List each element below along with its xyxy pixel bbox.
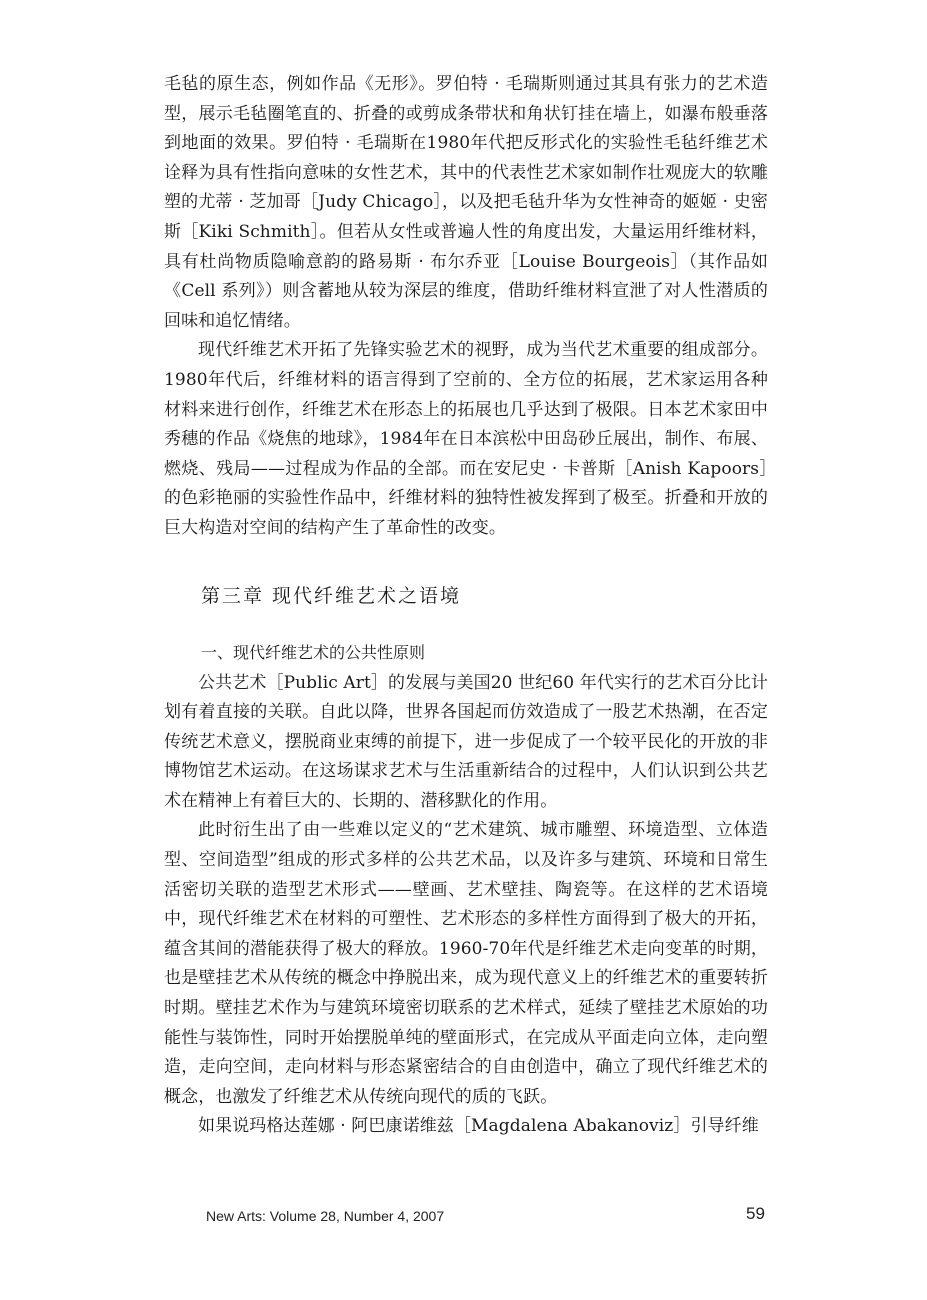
journal-citation: New Arts: Volume 28, Number 4, 2007 bbox=[206, 1208, 445, 1224]
chapter-heading: 第三章 现代纤维艺术之语境 bbox=[201, 584, 462, 607]
body-paragraph: 公共艺术［Public Art］的发展与美国20 世纪60 年代实行的艺术百分比计划有着直接的关联。自此以降，世界各国起而仿效造成了一股艺术热潮，在否定传统艺术意义，摆脱商业束缚的前提下，进一步促成了一个较平民化的开放的非博物馆艺术运动。在这场谋求艺术与生活重新结合的过程中，人们认识到公共艺术在精神上有着巨大的、长期的、潜移默化的作用。 bbox=[164, 672, 768, 811]
body-paragraph: 毛毡的原生态，例如作品《无形》。罗伯特 · 毛瑞斯则通过其具有张力的艺术造型，展示毛毡圈笔直的、折叠的或剪成条带状和角状钉挂在墙上，如瀑布般垂落到地面的效果。罗伯特 · 毛瑞斯在1980年代把反形式化的实验性毛毡纤维艺术诠释为具有性指向意味的女性艺术，其中的代表性艺术家如制作壮观庞大的软雕塑的尤蒂 · 芝加哥［Judy Chicago］，以及把毛毡升华为女性神奇的姬姬 · 史密斯［Kiki Schmith］。但若从女性或普遍人性的角度出发，大量运用纤维材料，具有杜尚物质隐喻意韵的路易斯 · 布尔乔亚［Louise Bourgeois］（其作品如《Cell 系列》）则含蓄地从较为深层的维度，借助纤维材料宣泄了对人性潜质的回味和追忆情绪。 bbox=[164, 74, 768, 331]
body-paragraph: 如果说玛格达莲娜 · 阿巴康诺维兹［Magdalena Abakanoviz］引导纤维 bbox=[198, 1116, 759, 1137]
body-paragraph: 现代纤维艺术开拓了先锋实验艺术的视野，成为当代艺术重要的组成部分。1980年代后，纤维材料的语言得到了空前的、全方位的拓展，艺术家运用各种材料来进行创作，纤维艺术在形态上的拓展也几乎达到了极限。日本艺术家田中秀穗的作品《烧焦的地球》，1984年在日本滨松中田岛砂丘展出，制作、布展、燃烧、残局——过程成为作品的全部。而在安尼史 · 卡普斯［Anish Kapoors］的色彩艳丽的实验性作品中，纤维材料的独特性被发挥到了极至。折叠和开放的巨大构造对空间的结构产生了革命性的改变。 bbox=[164, 340, 768, 538]
body-paragraph: 此时衍生出了由一些难以定义的“艺术建筑、城市雕塑、环境造型、立体造型、空间造型”组成的形式多样的公共艺术品，以及许多与建筑、环境和日常生活密切关联的造型艺术形式——壁画、艺术壁挂、陶瓷等。在这样的艺术语境中，现代纤维艺术在材料的可塑性、艺术形态的多样性方面得到了极大的开拓，蕴含其间的潜能获得了极大的释放。1960-70年代是纤维艺术走向变革的时期，也是壁挂艺术从传统的概念中挣脱出来，成为现代意义上的纤维艺术的重要转折时期。壁挂艺术作为与建筑环境密切联系的艺术样式，延续了壁挂艺术原始的功能性与装饰性，同时开始摆脱单纯的壁面形式，在完成从平面走向立体，走向塑造，走向空间，走向材料与形态紧密结合的自由创造中，确立了现代纤维艺术的概念，也激发了纤维艺术从传统向现代的质的飞跃。 bbox=[164, 820, 768, 1107]
article-body bbox=[164, 70, 768, 1142]
page-number: 59 bbox=[746, 1204, 765, 1223]
section-heading: 一、现代纤维艺术的公共性原则 bbox=[201, 642, 426, 662]
